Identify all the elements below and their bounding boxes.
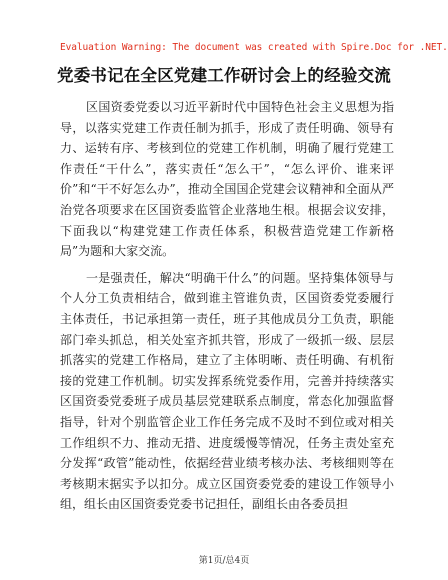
page-number-footer: 第1页/总4页 <box>198 556 250 566</box>
paragraph-1: 区国资委党委以习近平新时代中国特色社会主义思想为指导，以落实党建工作责任制为抓手，形成了责任明确、领导有力、运转有序、考核到位的党建工作机制，明确了履行党建工作责任“干什么”，落实责任“怎么干”，“怎么评价、谁来评价”和“干不好怎么办”，推动全国国企党建会议精神和全面从严治党各项要求在区国资委监管企业落地生根。根据会议安排，下面我以“构建党建工作责任体系，积极营造党建工作新格局”为题和大家交流。 <box>60 100 394 259</box>
evaluation-warning: Evaluation Warning: The document was created with Spire.Doc for .NET. <box>60 42 448 53</box>
paragraph-2: 一是强责任，解决“明确干什么”的问题。坚持集体领导与个人分工负责相结合，做到谁主管谁负责，区国资委党委履行主体责任，书记承担第一责任，班子其他成员分工负责，职能部门牵头抓总，相关处室齐抓共管，形成了一级抓一级、层层抓落实的党建工作格局，建立了主体明晰、责任明确、有机衔接的党建工作机制。切实发挥系统党委作用，完善并持续落实区国资委党委班子成员基层党建联系点制度，常态化加强监督指导，针对个别监管企业工作任务完成不及时不到位或对相关工作组织不力、推动无措、进度缓慢等情况，任务主责处室充分发挥“政管”能动性，依据经营业绩考核办法、考核细则等在考核期末据实予以扣分。成立区国资委党委的建设工作领导小组，组长由区国资委党委书记担任，副组长由各委员担 <box>60 270 394 512</box>
document-body <box>60 97 394 521</box>
document-title: 党委书记在全区党建工作研讨会上的经验交流 <box>57 66 391 85</box>
